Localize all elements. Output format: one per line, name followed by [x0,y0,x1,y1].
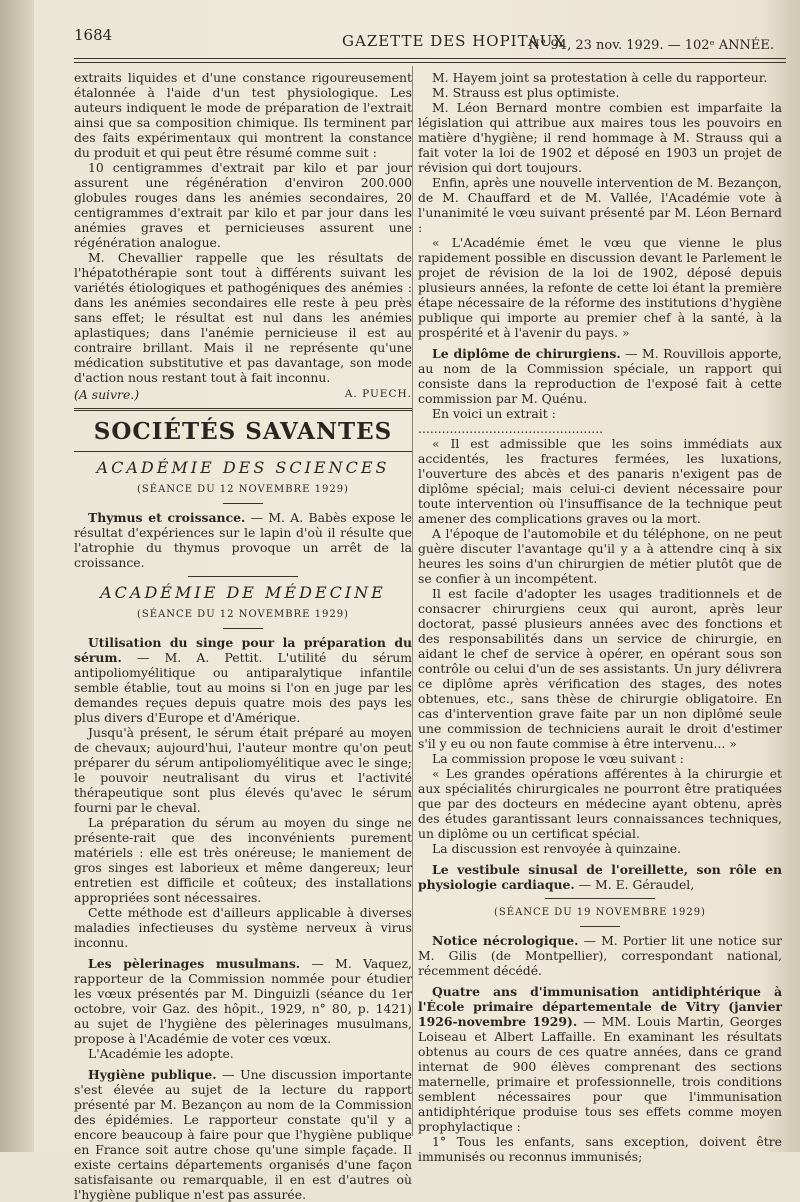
paragraph: extraits liquides et d'une constance rigoureusement étalonnée à l'aide d'un test physiologique. Les auteurs indiquent le mode de préparation de l'extrait ainsi que sa composition chimique. Ils terminent par des faits expérimentaux qui montrent la constance du produit et qui peut être résumé comme suit : [74,70,412,160]
paragraph: 1° Tous les enfants, sans exception, doivent être immunisés ou reconnus immunisés; [418,1134,782,1164]
paragraph: Le diplôme de chirurgiens. — M. Rouvillois apporte, au nom de la Commission spéciale, un rapport qui consiste dans la reproduction de l'exposé fait à cette commission par M. Quénu. [418,346,782,406]
item-heading: Thymus et croissance. [88,510,246,525]
paragraph: Notice nécrologique. — M. Portier lit une notice sur M. Gilis (de Montpellier), correspondant national, récemment décédé. [418,933,783,978]
item-heading: Quatre ans d'immunisation antidiphtérique à l'École primaire départementale de Vitry (janvier 1926-novembre 1929). [418,984,782,1029]
session-date: (SÉANCE DU 19 NOVEMBRE 1929) [494,907,706,918]
paragraph: Thymus et croissance. — M. A. Babès expose le résultat d'expériences sur le lapin d'où il résulte que l'atrophie du thymus provoque un arrêt de la croissance. [74,510,412,570]
paragraph: La préparation du sérum au moyen du singe ne présente-rait que des inconvénients purement matériels : elle est très onéreuse; le maniement de gros singes est laborieux et même dangereux; leur entretien est difficile et coûteux; des installations appropriées sont nécessaires. [74,815,412,905]
paragraph: Cette méthode est d'ailleurs applicable à diverses maladies infectieuses du système nerveux à virus inconnu. [74,905,412,950]
item-heading: Hygiène publique. [88,1067,217,1082]
mid-rule [188,576,298,577]
item-heading: Le vestibule sinusal de l'oreillette, son rôle en physiologie cardiaque. [418,862,782,892]
paragraph: Les pèlerinages musulmans. — M. Vaquez, rapporteur de la Commission nommée pour étudier les vœux présentés par M. Dinguizli (séance du 1er octobre, voir Gaz. des hôpit., 1929, n° 80, p. 1421) au sujet de l'hygiène des pèlerinages musulmans, propose à l'Académie de voter ces vœux. [74,956,412,1046]
paragraph: Hygiène publique. — Une discussion importante s'est élevée au sujet de la lecture du rapport présenté par M. Bezançon au nom de la Commission des épidémies. Le rapporteur constate qu'il y a encore beaucoup à faire pour que l'hygiène publique en France soit autre chose qu'une simple façade. Il existe certains départements organisés d'une façon satisfaisante ou remarquable, il en est d'autres où l'hygiène publique n'est pas assurée. [74,1067,412,1202]
item-heading: Les pèlerinages musulmans. [88,956,301,971]
paragraph: Utilisation du singe pour la préparation du sérum. — M. A. Pettit. L'utilité du sérum antipoliomyélitique ou antiparalytique infantile semble établie, tout au moins si l'on en juge par les demandes reçues depuis quatre mois des pays les plus divers d'Europe et d'Amérique. [74,635,412,725]
paragraph: Enfin, après une nouvelle intervention de M. Bezançon, de M. Chauffard et de M. Vallée, l'Académie vote à l'unanimité le vœu suivant présenté par M. Léon Bernard : [418,175,782,235]
session-date: (SÉANCE DU 12 NOVEMBRE 1929) [137,484,349,495]
academy-heading: ACADÉMIE DES SCIENCES [96,458,390,477]
paragraph: En voici un extrait : [432,406,556,421]
page-header [74,26,774,56]
short-rule [580,926,620,927]
paragraph: « L'Académie émet le vœu que vienne le plus rapidement possible en discussion devant le Parlement le projet de révision de la loi de 1902, déposé depuis plusieurs années, la refonte de cette loi étant la première étape nécessaire de la réforme des institutions d'hygiène publique qui importe au premier chef à la santé, à la prospérité et à l'avenir du pays. » [418,235,782,340]
item-heading: Utilisation du singe pour la préparation du sérum. [74,635,412,665]
paragraph: A l'époque de l'automobile et du téléphone, on ne peut guère discuter l'avantage qu'il y a à attendre cinq à six heures les soins d'un chirurgien de métier plutôt que de se confier à un incompétent. [418,526,782,586]
item-heading: Le diplôme de chirurgiens. [432,346,621,361]
signature-line [74,387,412,402]
left-column [74,70,412,1202]
paragraph: M. Léon Bernard montre combien est imparfaite la législation qui attribue aux maires tous les pouvoirs en matière d'hygiène; il rend hommage à M. Strauss qui a fait voter la loi de 1902 et déposé en 1903 un projet de révision qui dort toujours. [418,100,782,175]
section-title: SOCIÉTÉS SAVANTES [93,418,393,445]
paragraph: Le vestibule sinusal de l'oreillette, son rôle en physiologie cardiaque. — M. E. Géraudel, [418,862,782,892]
journal-title: GAZETTE DES HOPITAUX [342,32,565,50]
paragraph: M. Strauss est plus optimiste. [432,85,620,100]
ellipsis-line: ............................................... [418,421,604,436]
academy-heading: ACADÉMIE DE MÉDECINE [100,583,386,602]
paragraph: La commission propose le vœu suivant : [432,751,684,766]
right-column [418,70,782,1164]
page-number: 1684 [74,26,113,44]
paragraph: Il est facile d'adopter les usages traditionnels et de consacrer chirurgiens ceux qui auront, après leur doctorat, passé plusieurs années avec des fonctions et des responsabilités dans un service de chirurgie, en aidant le chef de service à opérer, en opérant sous son contrôle ou celui d'un de ses assistants. Un jury délivrera ce diplôme après vérification des stages, des notes obtenues, etc., sans thèse de chirurgie obligatoire. En cas d'intervention grave faite par un non diplômé seule une commission de techniciens aurait le droit d'estimer s'il y eu ou non faute commise à être intervenu... » [418,586,782,751]
binding-spine [0,0,34,1152]
short-rule [223,503,263,504]
column-divider [412,66,413,1136]
header-rule [74,58,786,59]
header-rule-2 [74,62,786,63]
section-rule [74,408,412,411]
article-author: A. PUECH. [344,388,412,400]
to-be-continued: (A suivre.) [74,387,140,402]
paragraph: M. Hayem joint sa protestation à celle du rapporteur. [432,70,768,85]
paragraph: L'Académie les adopte. [88,1046,234,1061]
mid-rule [545,898,655,899]
paragraph: « Il est admissible que les soins immédiats aux accidentés, les fractures fermées, les luxations, l'ouverture des abcès et des panaris n'exigent pas de diplôme spécial; mais celui-ci devient nécessaire pour toute intervention où l'insuffisance de la technique peut amener des complications graves ou la mort. [418,436,782,526]
paragraph: La discussion est renvoyée à quinzaine. [432,841,682,856]
paragraph: Jusqu'à présent, le sérum était préparé au moyen de chevaux; aujourd'hui, l'auteur montre qu'on peut préparer du sérum antipoliomyélitique avec le singe; le pouvoir neutralisant du virus et l'activité thérapeutique sont plus élevés qu'avec le sérum fourni par le cheval. [74,725,412,815]
session-date: (SÉANCE DU 12 NOVEMBRE 1929) [137,609,349,620]
paragraph: Quatre ans d'immunisation antidiphtérique à l'École primaire départementale de Vitry (janvier 1926-novembre 1929). — MM. Louis Martin, Georges Loiseau et Albert Laffaille. En examinant les résultats obtenus au cours de ces quatre années, dans ce grand internat de 900 élèves comprenant des sections maternelle, primaire et professionnelle, trois conditions semblent nécessaires pour que l'immunisation antidiphtérique produise tous ses effets comme moyen prophylactique : [418,984,782,1134]
short-rule [223,628,263,629]
paragraph: 10 centigrammes d'extrait par kilo et par jour assurent une régénération d'environ 200.000 globules rouges dans les anémies secondaires, 20 centigrammes d'extrait par kilo et par jour dans les anémies graves et pernicieuses assurent une régénération analogue. [74,160,412,250]
paragraph: « Les grandes opérations afférentes à la chirurgie et aux spécialités chirurgicales ne pourront être pratiquées que par des docteurs en médecine ayant obtenu, après des études garantissant leurs connaissances techniques, un diplôme ou un certificat spécial. [418,766,782,841]
item-heading: Notice nécrologique. [432,933,579,948]
section-rule [74,451,412,452]
paragraph: M. Chevallier rappelle que les résultats de l'hépatothérapie sont tout à différents suivant les variétés étiologiques et pathogéniques des anémies : dans les anémies secondaires elle reste à peu près sans effet; le résultat est nul dans les anémies aplastiques; dans l'anémie pernicieuse il est au contraire brillant. Mais il ne représente qu'une médication substitutive et pas davantage, son mode d'action nous restant tout à fait inconnu. [74,250,412,385]
issue-info: N° 94, 23 nov. 1929. — 102ᵉ ANNÉE. [528,38,774,53]
